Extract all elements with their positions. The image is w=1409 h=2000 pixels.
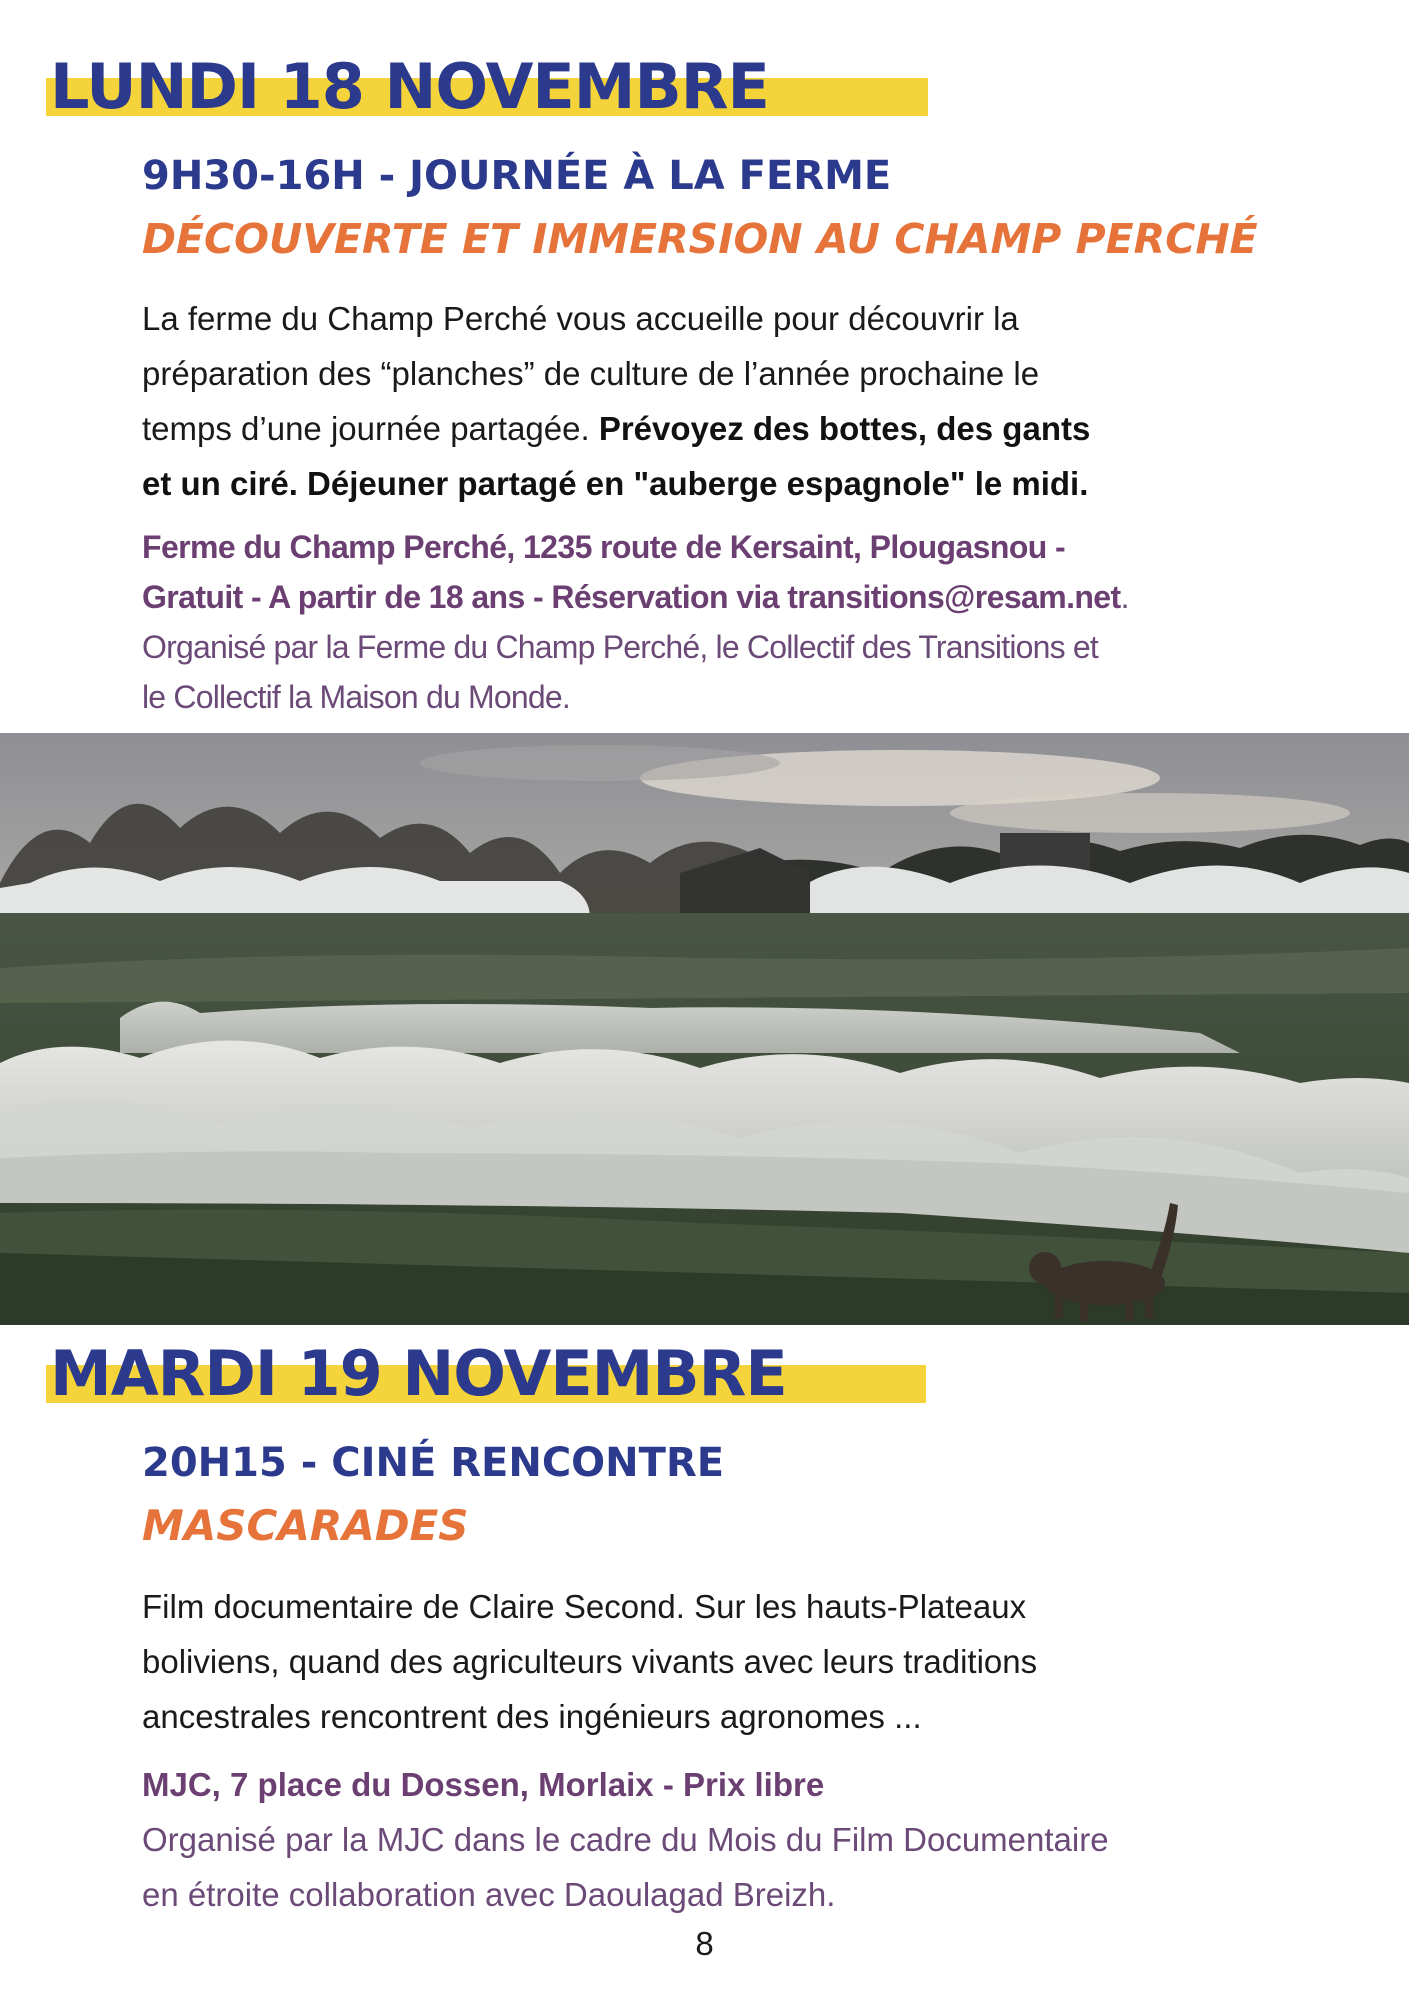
desc-line: ancestrales rencontrent des ingénieurs agronomes ... — [142, 1698, 922, 1735]
event-description — [142, 1579, 1342, 1744]
desc-bold-text: et un ciré. Déjeuner partagé en "auberge espagnole" le midi. — [142, 465, 1089, 502]
event-description — [142, 291, 1342, 511]
organizer-line: en étroite collaboration avec Daoulagad Breizh. — [142, 1876, 836, 1913]
event-practical-info — [142, 522, 1362, 722]
day-title: MARDI 19 NOVEMBRE — [50, 1337, 787, 1410]
desc-line: boliviens, quand des agriculteurs vivants avec leurs traditions — [142, 1643, 1038, 1680]
organizer-line: Organisé par la MJC dans le cadre du Mois du Film Documentaire — [142, 1821, 1109, 1858]
desc-line: préparation des “planches” de culture de l’année prochaine le — [142, 355, 1040, 392]
desc-text: temps d’une journée partagée. — [142, 410, 599, 447]
event-subtitle: DÉCOUVERTE ET IMMERSION AU CHAMP PERCHÉ — [142, 215, 1258, 263]
venue-line: Ferme du Champ Perché, 1235 route de Kersaint, Plougasnou - — [142, 529, 1066, 565]
desc-line: La ferme du Champ Perché vous accueille pour découvrir la — [142, 300, 1019, 337]
page-number: 8 — [695, 1925, 714, 1962]
organizer-line: le Collectif la Maison du Monde. — [142, 679, 570, 715]
day-header-lundi — [46, 50, 769, 123]
venue-line: MJC, 7 place du Dossen, Morlaix - Prix libre — [142, 1766, 825, 1803]
price-reservation: Gratuit - A partir de 18 ans - Réservation via transitions@resam.net — [142, 579, 1121, 615]
farm-photo — [0, 733, 1409, 1325]
day-title: LUNDI 18 NOVEMBRE — [50, 50, 769, 123]
desc-line — [142, 401, 1342, 456]
event-time-title: 9H30-16H - JOURNÉE À LA FERME — [142, 153, 892, 199]
desc-line — [142, 456, 1342, 511]
event-time-title: 20H15 - CINÉ RENCONTRE — [142, 1440, 725, 1486]
day-header-mardi — [46, 1337, 787, 1410]
organizer-line: Organisé par la Ferme du Champ Perché, le Collectif des Transitions et — [142, 629, 1099, 665]
price-line — [142, 572, 1362, 622]
price-line-end: . — [1120, 579, 1130, 615]
event-subtitle: MASCARADES — [142, 1501, 469, 1550]
desc-line: Film documentaire de Claire Second. Sur les hauts-Plateaux — [142, 1588, 1027, 1625]
event-practical-info — [142, 1757, 1362, 1922]
desc-bold-text: Prévoyez des bottes, des gants — [598, 410, 1091, 447]
